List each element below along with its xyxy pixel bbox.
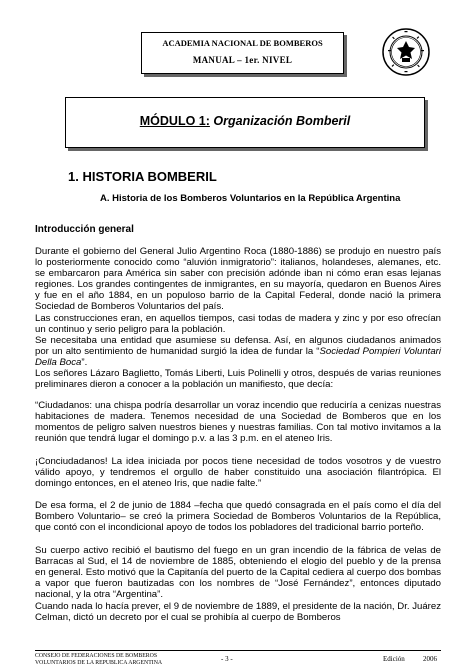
section-title: 1. HISTORIA BOMBERIL (68, 169, 217, 184)
paragraph-3 (35, 335, 441, 368)
paragraph-3-text-b: ”. (81, 357, 88, 369)
section-subtitle: A. Historia de los Bomberos Voluntarios en la República Argentina (100, 193, 401, 204)
edition-year: 2006 (423, 655, 437, 663)
paragraph-3-text-a: Se necesitaba una entidad que asumiese su defensa. Así, en algunos ciudadanos animados por un alto sentimiento de humanidad surgió la idea de fundar la “ (35, 335, 441, 358)
society-name: Sociedad Pompieri Voluntari Della Boca (35, 346, 442, 369)
paragraph-5: De esa forma, el 2 de junio de 1884 –fecha que quedó consagrada en el país como el día del Bombero Voluntario– se creó la primera Sociedad de Bomberos Voluntarios de la República, que contó con el incondicional apoyo de todos los pobladores del tradicional barrio porteño. (35, 500, 441, 534)
academy-name: ACADEMIA NACIONAL DE BOMBEROS (162, 38, 323, 48)
intro-heading: Introducción general (35, 224, 134, 235)
paragraph-1: Durante el gobierno del General Julio Argentino Roca (1880-1886) se produjo en nuestro país lo posteriormente conocido como “aluvión inmigratorio”: italianos, holandeses, alemanes, etc. se embarcaron para América sin saber con precisión adónde iban ni cómo eran esas lejanas regiones. Los grandes contingentes de inmigrantes, en su mayoría, quedaron en Buenos Aires y fue en el año 1884, en un populoso barrio de la Capital Federal, donde nació la primera Sociedad de Bomberos Voluntarios del país. (35, 246, 441, 313)
edition-label: Edición (383, 655, 405, 663)
module-title (65, 114, 425, 128)
manifesto-quote-2: ¡Conciudadanos! La idea iniciada por pocos tiene necesidad de todos vosotros y de vuestro válido apoyo, y tendremos el orgullo de haber constituido una asociación filantrópica. El domingo entonces, en el ateneo Iris, que nadie falte.” (35, 456, 441, 490)
paragraph-4: Los señores Lázaro Baglietto, Tomás Liberti, Luis Polinelli y otros, después de varias reuniones preliminares dieron a conocer a la población un manifiesto, que decía: (35, 368, 441, 391)
firefighters-academy-seal-icon (382, 28, 430, 76)
paragraph-6: Su cuerpo activo recibió el bautismo del fuego en un gran incendio de la fábrica de velas de Barracas al Sud, el 14 de noviembre de 1885, obteniendo el elogio del pueblo y de la prensa en general. Esto motivó que la Capitanía del puerto de la Capital cediera al cuerpo dos bombas a vapor que fueron bautizadas con los nombres de “José Fernández”, entonces diputado nacional, y la otra “Argentina”. (35, 545, 441, 601)
module-name: Organización Bomberil (213, 114, 351, 128)
page-number: - 3 - (221, 655, 233, 663)
footer-organization (35, 653, 162, 667)
module-label: MÓDULO 1: (139, 114, 210, 128)
footer-org-line-2: VOLUNTARIOS DE LA REPUBLICA ARGENTINA (35, 660, 163, 666)
footer-org-line-1: CONSEJO DE FEDERACIONES DE BOMBEROS (35, 653, 158, 659)
paragraph-2: Las construcciones eran, en aquellos tiempos, casi todas de madera y zinc y por eso ofrecían un continuo y serio peligro para la población. (35, 313, 441, 336)
footer-divider (35, 650, 441, 651)
manifesto-quote-1: “Ciudadanos: una chispa podría desarrollar un voraz incendio que reduciría a cenizas nuestras habitaciones de madera. Tenemos necesidad de una Sociedad de Bomberos que en los momentos de peligro salven nuestros bienes y nuestras familias. Con tal motivo invitamos a la reunión que tendrá lugar el domingo p.v. a las 3 p.m. en el ateneo Iris. (35, 400, 441, 445)
paragraph-7: Cuando nada lo hacía prever, el 9 de noviembre de 1889, el presidente de la nación, Dr. Juárez Celman, dictó un decreto por el cual se prohibía al cuerpo de Bomberos (35, 601, 441, 624)
manual-level: MANUAL – 1er. NIVEL (192, 55, 293, 65)
